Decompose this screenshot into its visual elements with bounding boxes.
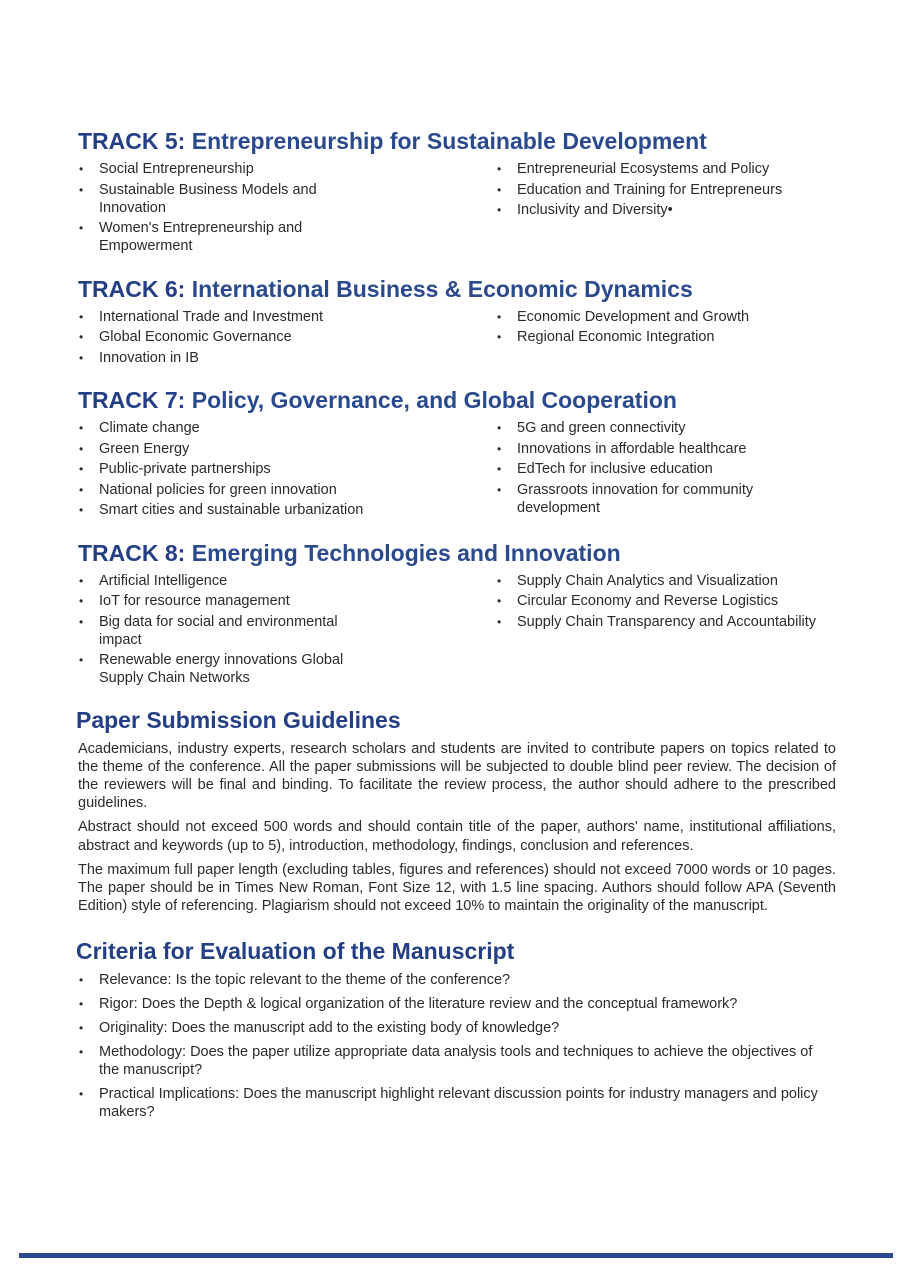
- topic-list: [496, 419, 836, 517]
- track-column-right: [457, 572, 836, 690]
- track-section: [78, 274, 836, 370]
- track-column-right: [457, 419, 836, 522]
- topic-item: • 5G and green connectivity: [496, 419, 836, 437]
- topic-item: • Social Entrepreneurship: [78, 160, 379, 178]
- topic-list: [78, 419, 379, 519]
- track-section: [78, 126, 836, 258]
- track-number: TRACK 8:: [78, 539, 186, 566]
- track-heading: [78, 274, 836, 304]
- document-page: [78, 126, 836, 1127]
- topic-item: • Regional Economic Integration: [496, 328, 836, 346]
- criteria-item: • Rigor: Does the Depth & logical organization of the literature review and the conceptual framework?: [78, 995, 836, 1013]
- topic-item: • Women's Entrepreneurship and Empowerment: [78, 219, 379, 255]
- track-column-left: [78, 572, 457, 690]
- topic-list: [78, 160, 379, 255]
- track-number: TRACK 5:: [78, 128, 186, 154]
- criteria-item: • Originality: Does the manuscript add to the existing body of knowledge?: [78, 1019, 836, 1037]
- topic-item: • Innovation in IB: [78, 349, 379, 367]
- submission-paragraph: The maximum full paper length (excluding tables, figures and references) should not exceed 7000 words or 10 pages. The paper should be in Times New Roman, Font Size 12, with 1.5 line spacing. Authors should follow APA (Seventh Edition) style of referencing. Plagiarism should not exceed 10% to maintain the originality of the manuscript.: [78, 861, 836, 915]
- topic-item: • Grassroots innovation for community development: [496, 481, 836, 517]
- track-title: Emerging Technologies and Innovation: [191, 539, 621, 566]
- submission-paragraph: Abstract should not exceed 500 words and should contain title of the paper, authors' name, institutional affiliations, abstract and keywords (up to 5), introduction, methodology, findings, conclusion and references.: [78, 819, 836, 854]
- topic-item: • Global Economic Governance: [78, 328, 379, 346]
- topic-item: • Innovations in affordable healthcare: [496, 440, 836, 458]
- topic-item: • Inclusivity and Diversity•: [496, 201, 836, 219]
- topic-item: • Economic Development and Growth: [496, 308, 836, 326]
- track-number: TRACK 7:: [78, 387, 186, 413]
- submission-heading: Paper Submission Guidelines: [76, 706, 401, 733]
- topic-list: [78, 308, 379, 367]
- track-columns: [78, 160, 836, 258]
- topic-item: • Education and Training for Entrepreneurs: [496, 181, 836, 199]
- track-columns: [78, 572, 836, 690]
- topic-item: • International Trade and Investment: [78, 308, 379, 326]
- criteria-heading: Criteria for Evaluation of the Manuscript: [76, 938, 515, 965]
- track-column-left: [78, 419, 457, 522]
- criteria-list: [78, 971, 836, 1121]
- topic-item: • IoT for resource management: [78, 592, 379, 610]
- track-columns: [78, 308, 836, 370]
- track-section: [78, 385, 836, 522]
- submission-paragraph: Academicians, industry experts, research scholars and students are invited to contribute papers on topics related to the theme of the conference. All the paper submissions will be subjected to double blind peer review. The decision of the reviewers will be final and binding. To facilitate the review process, the author should adhere to the prescribed guidelines.: [78, 740, 836, 812]
- track-heading: [78, 126, 836, 156]
- topic-item: • Renewable energy innovations Global Supply Chain Networks: [78, 651, 379, 687]
- topic-item: • National policies for green innovation: [78, 481, 379, 499]
- topic-item: • Smart cities and sustainable urbanization: [78, 501, 379, 519]
- topic-item: • Circular Economy and Reverse Logistics: [496, 592, 836, 610]
- topic-list: [78, 572, 379, 688]
- criteria-item: • Methodology: Does the paper utilize appropriate data analysis tools and techniques to achieve the objectives of the manuscript?: [78, 1043, 836, 1079]
- topic-list: [496, 160, 836, 219]
- topic-item: • Supply Chain Analytics and Visualization: [496, 572, 836, 590]
- topic-item: • Big data for social and environmental impact: [78, 613, 379, 649]
- criteria-item: • Practical Implications: Does the manuscript highlight relevant discussion points for industry managers and policy makers?: [78, 1085, 836, 1121]
- track-title: International Business & Economic Dynamics: [191, 275, 693, 302]
- criteria-item: • Relevance: Is the topic relevant to the theme of the conference?: [78, 971, 836, 989]
- topic-item: • Sustainable Business Models and Innovation: [78, 181, 379, 217]
- track-column-right: [457, 160, 836, 258]
- topic-item: • Supply Chain Transparency and Accountability: [496, 613, 836, 631]
- topic-item: • Green Energy: [78, 440, 379, 458]
- topic-item: • Climate change: [78, 419, 379, 437]
- track-title: Policy, Governance, and Global Cooperation: [191, 387, 677, 413]
- track-title: Entrepreneurship for Sustainable Development: [191, 128, 707, 154]
- track-heading: [78, 538, 836, 568]
- topic-list: [496, 308, 836, 347]
- tracks-section: [78, 126, 836, 690]
- topic-item: • EdTech for inclusive education: [496, 460, 836, 478]
- track-heading: [78, 385, 836, 415]
- track-column-left: [78, 160, 457, 258]
- submission-section: [78, 706, 836, 916]
- topic-item: • Public-private partnerships: [78, 460, 379, 478]
- topic-item: • Artificial Intelligence: [78, 572, 379, 590]
- track-number: TRACK 6:: [78, 275, 186, 302]
- topic-list: [496, 572, 836, 631]
- criteria-section: [78, 937, 836, 1121]
- track-section: [78, 538, 836, 690]
- footer-rule: [19, 1253, 893, 1258]
- track-columns: [78, 419, 836, 522]
- track-column-left: [78, 308, 457, 370]
- topic-item: • Entrepreneurial Ecosystems and Policy: [496, 160, 836, 178]
- track-column-right: [457, 308, 836, 370]
